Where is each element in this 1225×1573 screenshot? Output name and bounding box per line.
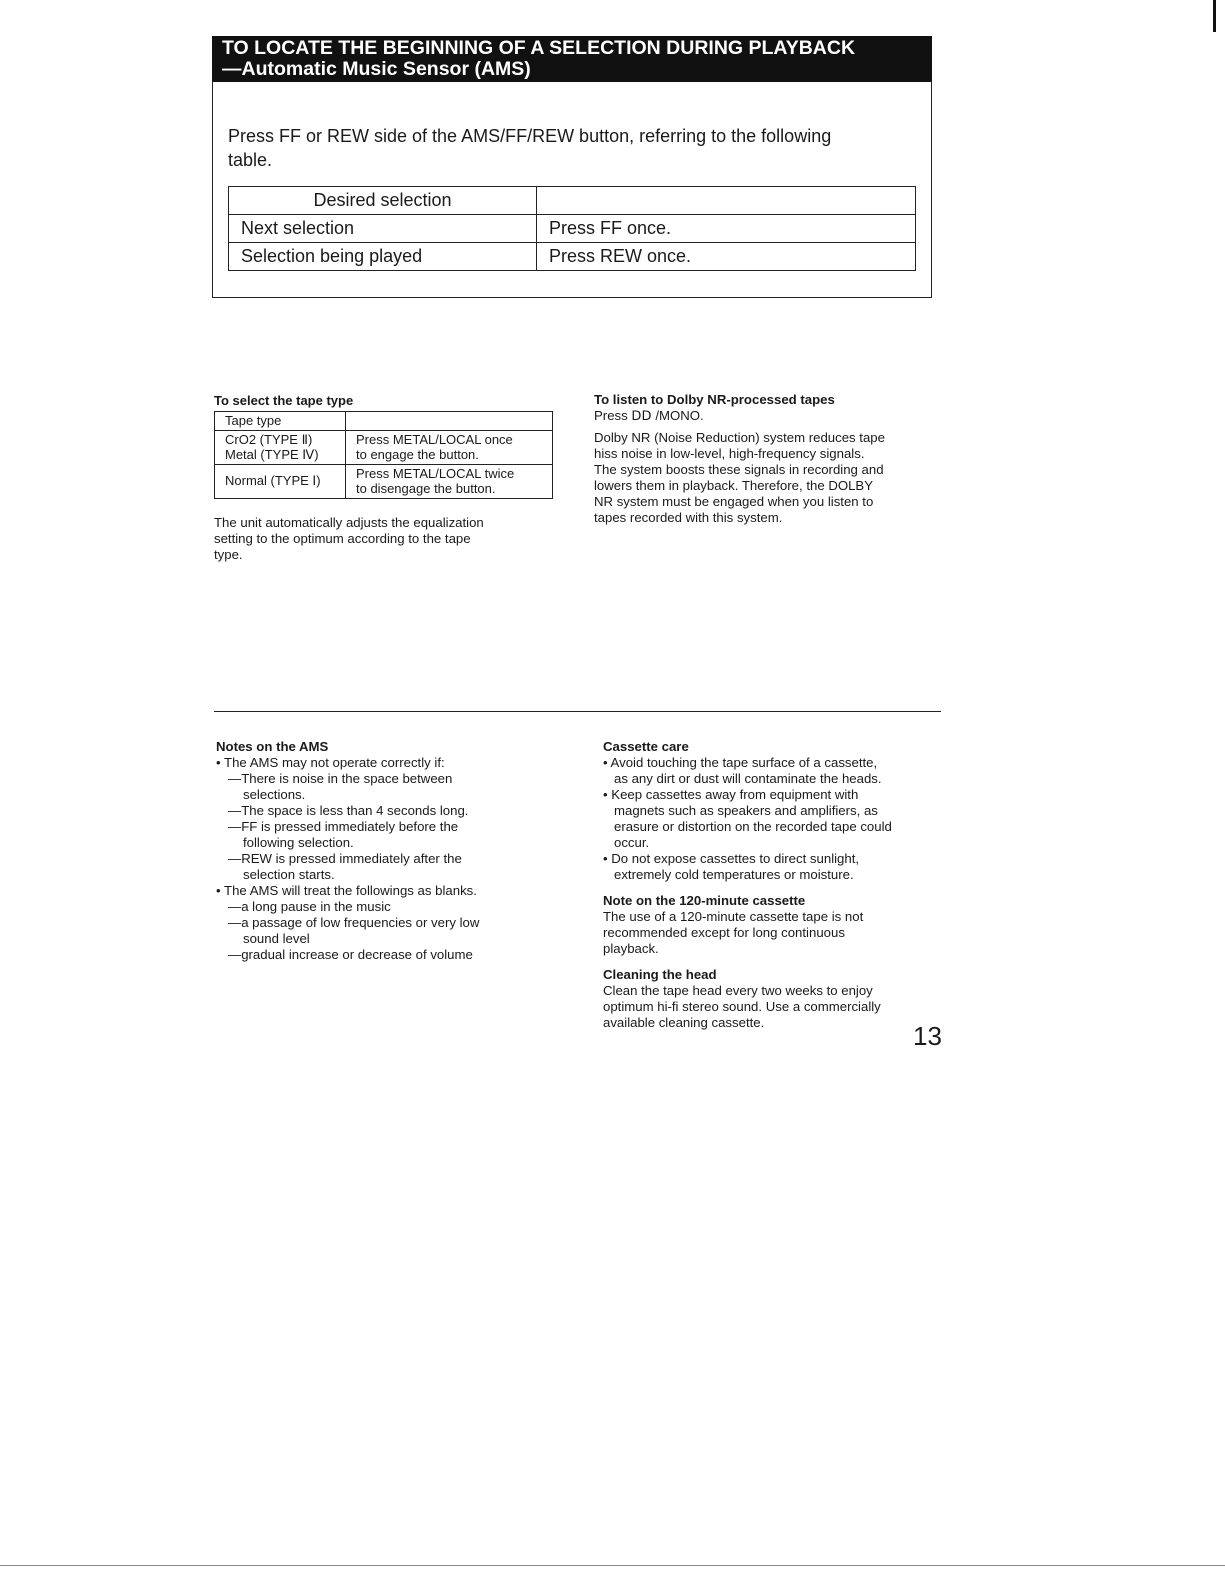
text-line: —gradual increase or decrease of volume [228,947,473,962]
tape-type-cell [215,430,346,464]
text-line: selection starts. [243,867,335,882]
dolby-section [594,392,939,526]
table-header-cell: Desired selection [229,187,537,215]
tape-action-cell [346,464,553,498]
text-line: • The AMS may not operate correctly if: [216,755,445,770]
text-line: tapes recorded with this system. [594,510,783,525]
tape-action-cell [346,430,553,464]
text-line: The system boosts these signals in recording and [594,462,884,477]
text-line: The use of a 120-minute cassette tape is not [603,909,864,924]
ams-selection-table [228,186,916,271]
text-line: —a passage of low frequencies or very low [228,915,480,930]
cassette-care-section [603,739,948,1031]
text-line: selections. [243,787,306,802]
text-line: playback. [603,941,659,956]
tape-type-label: CrO2 (TYPE Ⅱ) [225,431,313,447]
tape-type-note [214,515,544,563]
tape-type-cell: Normal (TYPE Ⅰ) [215,464,346,498]
text-line: • The AMS will treat the followings as blanks. [216,883,477,898]
table-header-cell: Tape type [215,412,346,431]
tape-action-text: to disengage the button. [356,481,496,496]
text-line: setting to the optimum according to the tape [214,531,471,546]
table-header-cell-empty [537,187,916,215]
ams-intro-line: Press FF or REW side of the AMS/FF/REW button, referring to the following [228,126,832,146]
text-line: recommended except for long continuous [603,925,845,940]
tape-type-label: Metal (TYPE Ⅳ) [225,447,319,462]
text-line: • Keep cassettes away from equipment with [603,787,859,802]
text-line: extremely cold temperatures or moisture. [614,867,854,882]
text-line: —The space is less than 4 seconds long. [228,803,469,818]
text-line: as any dirt or dust will contaminate the heads. [614,771,882,786]
text-line: —REW is pressed immediately after the [228,851,462,866]
note-120-heading: Note on the 120-minute cassette [603,893,806,908]
text-line: optimum hi-fi stereo sound. Use a commercially [603,999,881,1014]
dolby-press-instruction: Press ⅮⅮ /MONO. [594,408,704,423]
text-line: lowers them in playback. Therefore, the DOLBY [594,478,874,493]
ams-title-line1: TO LOCATE THE BEGINNING OF A SELECTION DURING PLAYBACK [222,37,856,59]
text-line: sound level [243,931,310,946]
text-line: NR system must be engaged when you listen to [594,494,874,509]
section-divider [214,711,941,712]
page-number: 13 [913,1021,942,1051]
notes-ams-heading: Notes on the AMS [216,739,329,754]
ams-intro-line: table. [228,150,273,170]
tape-action-text: Press METAL/LOCAL once [356,431,513,447]
table-row [229,187,916,215]
tape-type-table [214,411,553,499]
text-line: occur. [614,835,650,850]
text-line: Clean the tape head every two weeks to enjoy [603,983,873,998]
text-line: magnets such as speakers and amplifiers, as [614,803,878,818]
text-line: —There is noise in the space between [228,771,453,786]
scan-bottom-edge [0,1565,1225,1566]
tape-action-text: to engage the button. [356,447,479,462]
text-line: erasure or distortion on the recorded tape could [614,819,892,834]
cassette-care-heading: Cassette care [603,739,689,754]
notes-ams-section [216,739,536,963]
text-line: —FF is pressed immediately before the [228,819,459,834]
ams-title-line2: —Automatic Music Sensor (AMS) [222,58,531,80]
tape-action-text: Press METAL/LOCAL twice [356,465,515,481]
cleaning-head-heading: Cleaning the head [603,967,717,982]
text-line: The unit automatically adjusts the equalization [214,515,484,530]
dolby-heading: To listen to Dolby NR-processed tapes [594,392,835,407]
text-line: type. [214,547,243,562]
table-row [215,412,553,431]
text-line: • Do not expose cassettes to direct sunlight, [603,851,860,866]
text-line: —a long pause in the music [228,899,391,914]
text-line: following selection. [243,835,354,850]
text-line: • Avoid touching the tape surface of a cassette, [603,755,878,770]
ams-intro [228,124,908,172]
text-line: Dolby NR (Noise Reduction) system reduces tape [594,430,885,445]
table-cell-action: Press FF once. [537,215,916,243]
table-row [229,243,916,271]
table-row [215,464,553,498]
table-row [229,215,916,243]
scan-edge-mark [1213,0,1216,32]
table-cell-selection: Next selection [229,215,537,243]
table-cell-action: Press REW once. [537,243,916,271]
text-line: available cleaning cassette. [603,1015,765,1030]
ams-section-title [212,36,932,82]
table-row [215,430,553,464]
tape-type-heading: To select the tape type [214,393,354,408]
table-cell-selection: Selection being played [229,243,537,271]
text-line: hiss noise in low-level, high-frequency signals. [594,446,865,461]
table-header-cell-empty [346,412,553,431]
